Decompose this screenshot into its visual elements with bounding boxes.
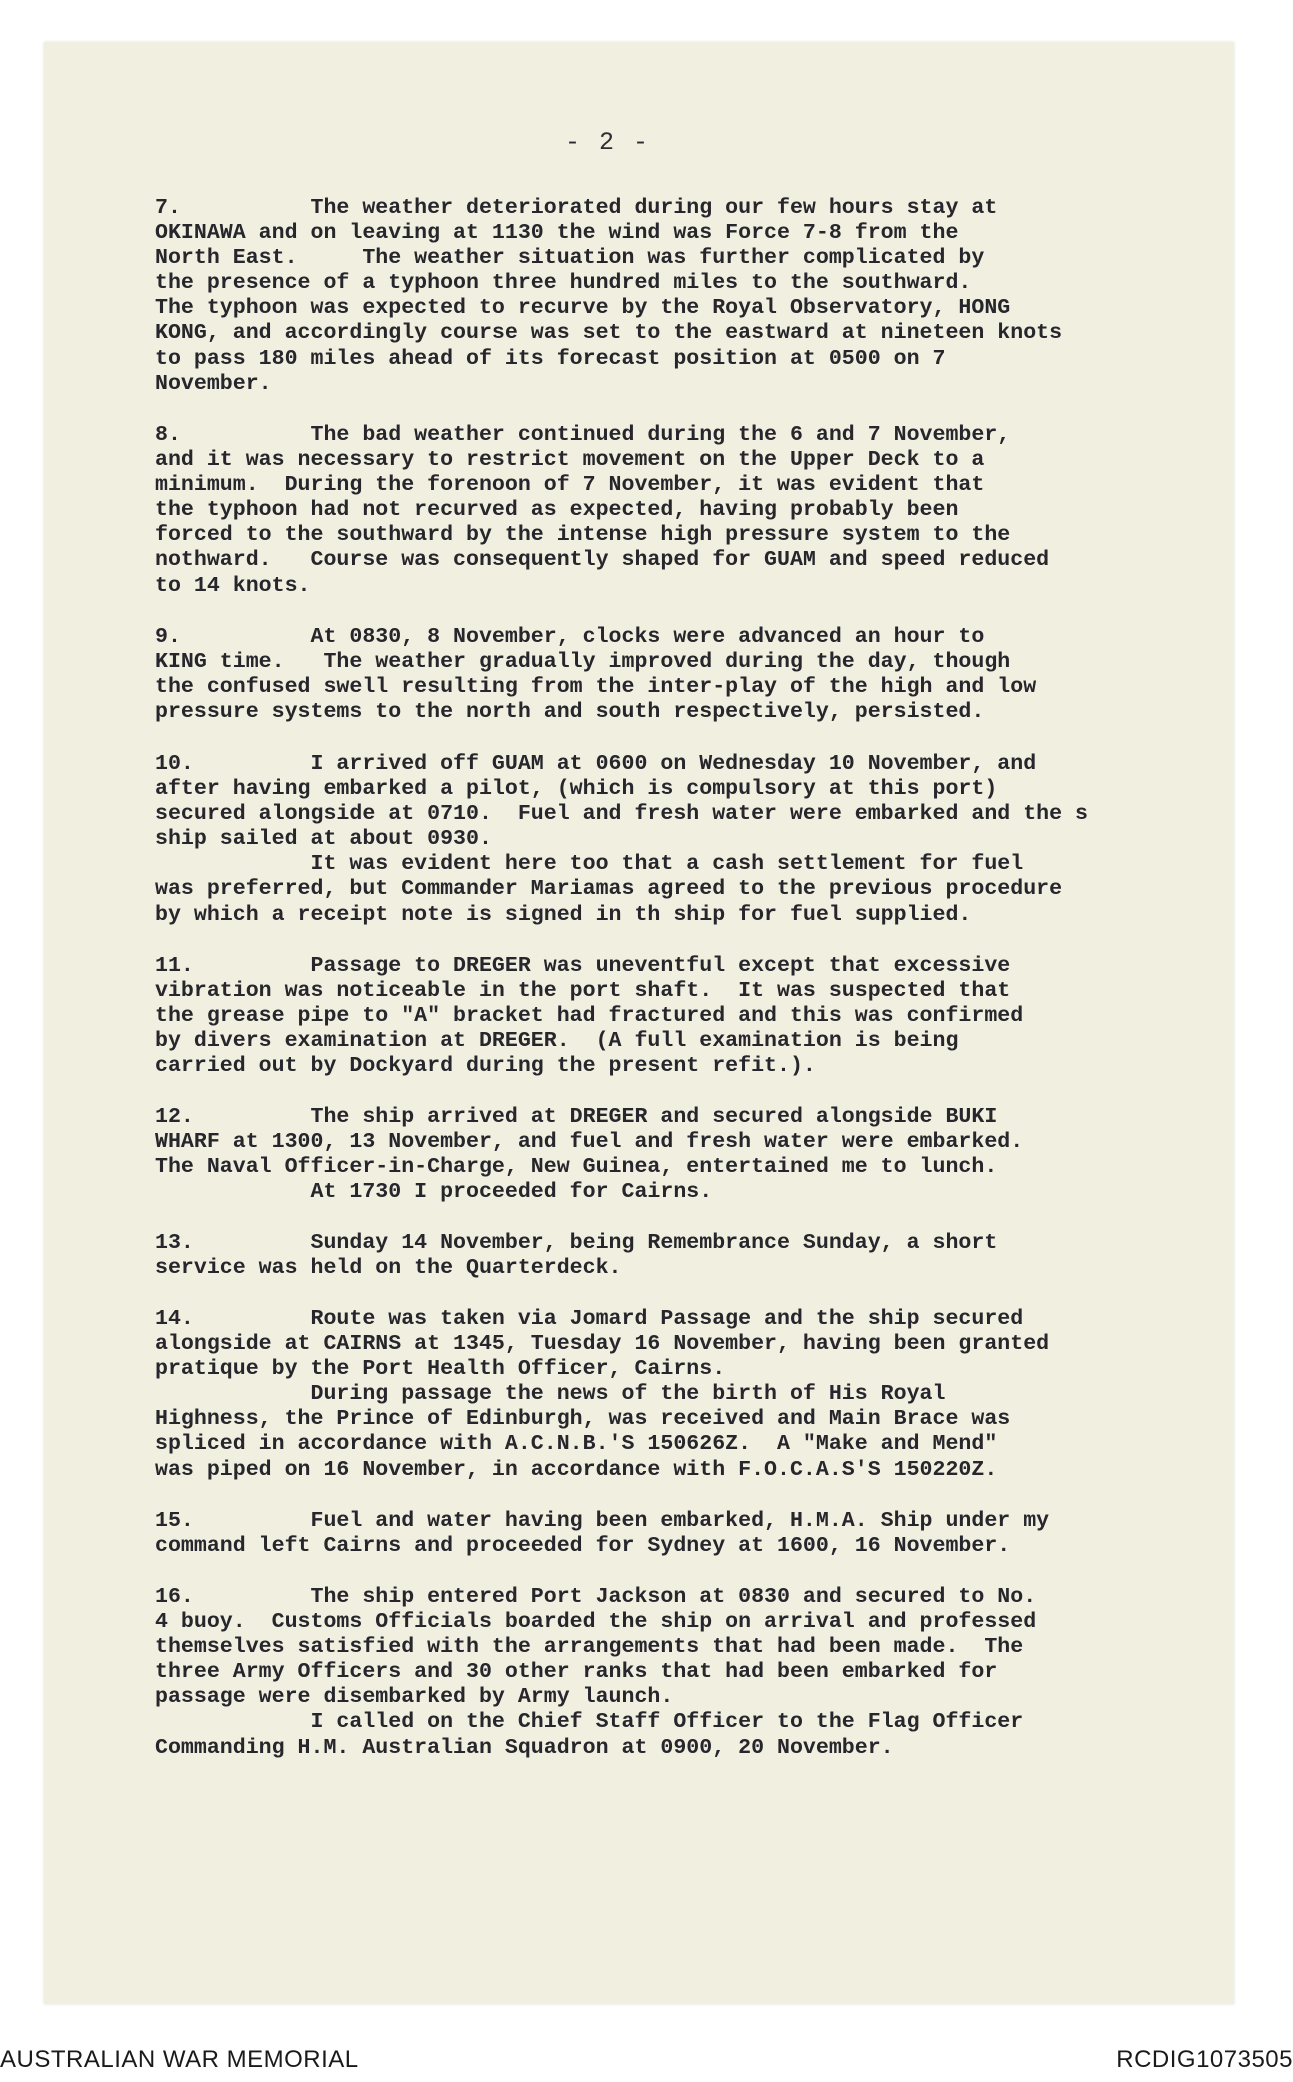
paragraph-12: 12. The ship arrived at DREGER and secured alongside BUKI WHARF at 1300, 13 November, and fuel and fresh water were embarked. The Naval Officer-in-Charge, New Guinea, entertained me to lunch. At 1730 I proceeded for Cairns. bbox=[155, 1105, 1024, 1205]
paragraph-16: 16. The ship entered Port Jackson at 0830 and secured to No. 4 buoy. Customs Officials boarded the ship on arrival and professed themselves satisfied with the arrangements that had been made. The three Army Officers and 30 other ranks that had been embarked for passage were disembarked by Army launch. I called on the Chief Staff Officer to the Flag Officer Commanding H.M. Australian Squadron at 0900, 20 November. bbox=[155, 1585, 1037, 1760]
paragraph-9: 9. At 0830, 8 November, clocks were advanced an hour to KING time. The weather gradually improved during the day, though the confused swell resulting from the inter-play of the high and low pressure systems to the north and south respectively, persisted. bbox=[155, 625, 1037, 725]
paragraph-8: 8. The bad weather continued during the 6 and 7 November, and it was necessary to restrict movement on the Upper Deck to a minimum. During the forenoon of 7 November, it was evident that the typhoon had not recurved as expected, having probably been forced to the southward by the intense high pressure system to the nothward. Course was consequently shaped for GUAM and speed reduced to 14 knots. bbox=[155, 423, 1050, 598]
page-number: - 2 - bbox=[565, 128, 651, 157]
footer-record-id: RCDIG1073505 bbox=[1116, 2046, 1293, 2073]
paragraph-11: 11. Passage to DREGER was uneventful except that excessive vibration was noticeable in the port shaft. It was suspected that the grease pipe to "A" bracket had fractured and this was confirmed by divers examination at DREGER. (A full examination is being carried out by Dockyard during the present refit.). bbox=[155, 954, 1024, 1079]
paragraph-7: 7. The weather deteriorated during our few hours stay at OKINAWA and on leaving at 1130 the wind was Force 7-8 from the North East. The weather situation was further complicated by the presence of a typhoon three hundred miles to the southward. The typhoon was expected to recurve by the Royal Observatory, HONG KONG, and accordingly course was set to the eastward at nineteen knots to pass 180 miles ahead of its forecast position at 0500 on 7 November. bbox=[155, 196, 1063, 396]
footer-archive-name: AUSTRALIAN WAR MEMORIAL bbox=[0, 2046, 359, 2073]
paragraph-10: 10. I arrived off GUAM at 0600 on Wednesday 10 November, and after having embarked a pilot, (which is compulsory at this port) secured alongside at 0710. Fuel and fresh water were embarked and the s ship sailed at about 0930. It was evident here too that a cash settlement for fuel was preferred, but Commander Mariamas agreed to the previous procedure by which a receipt note is signed in th ship for fuel supplied. bbox=[155, 752, 1089, 927]
paragraph-15: 15. Fuel and water having been embarked, H.M.A. Ship under my command left Cairns and proceeded for Sydney at 1600, 16 November. bbox=[155, 1509, 1050, 1559]
paragraph-13: 13. Sunday 14 November, being Remembrance Sunday, a short service was held on the Quarterdeck. bbox=[155, 1231, 998, 1281]
paragraph-14: 14. Route was taken via Jomard Passage and the ship secured alongside at CAIRNS at 1345, Tuesday 16 November, having been granted pratique by the Port Health Officer, Cairns. During passage the news of the birth of His Royal Highness, the Prince of Edinburgh, was received and Main Brace was spliced in accordance with A.C.N.B.'S 150626Z. A "Make and Mend" was piped on 16 November, in accordance with F.O.C.A.S'S 150220Z. bbox=[155, 1307, 1050, 1482]
